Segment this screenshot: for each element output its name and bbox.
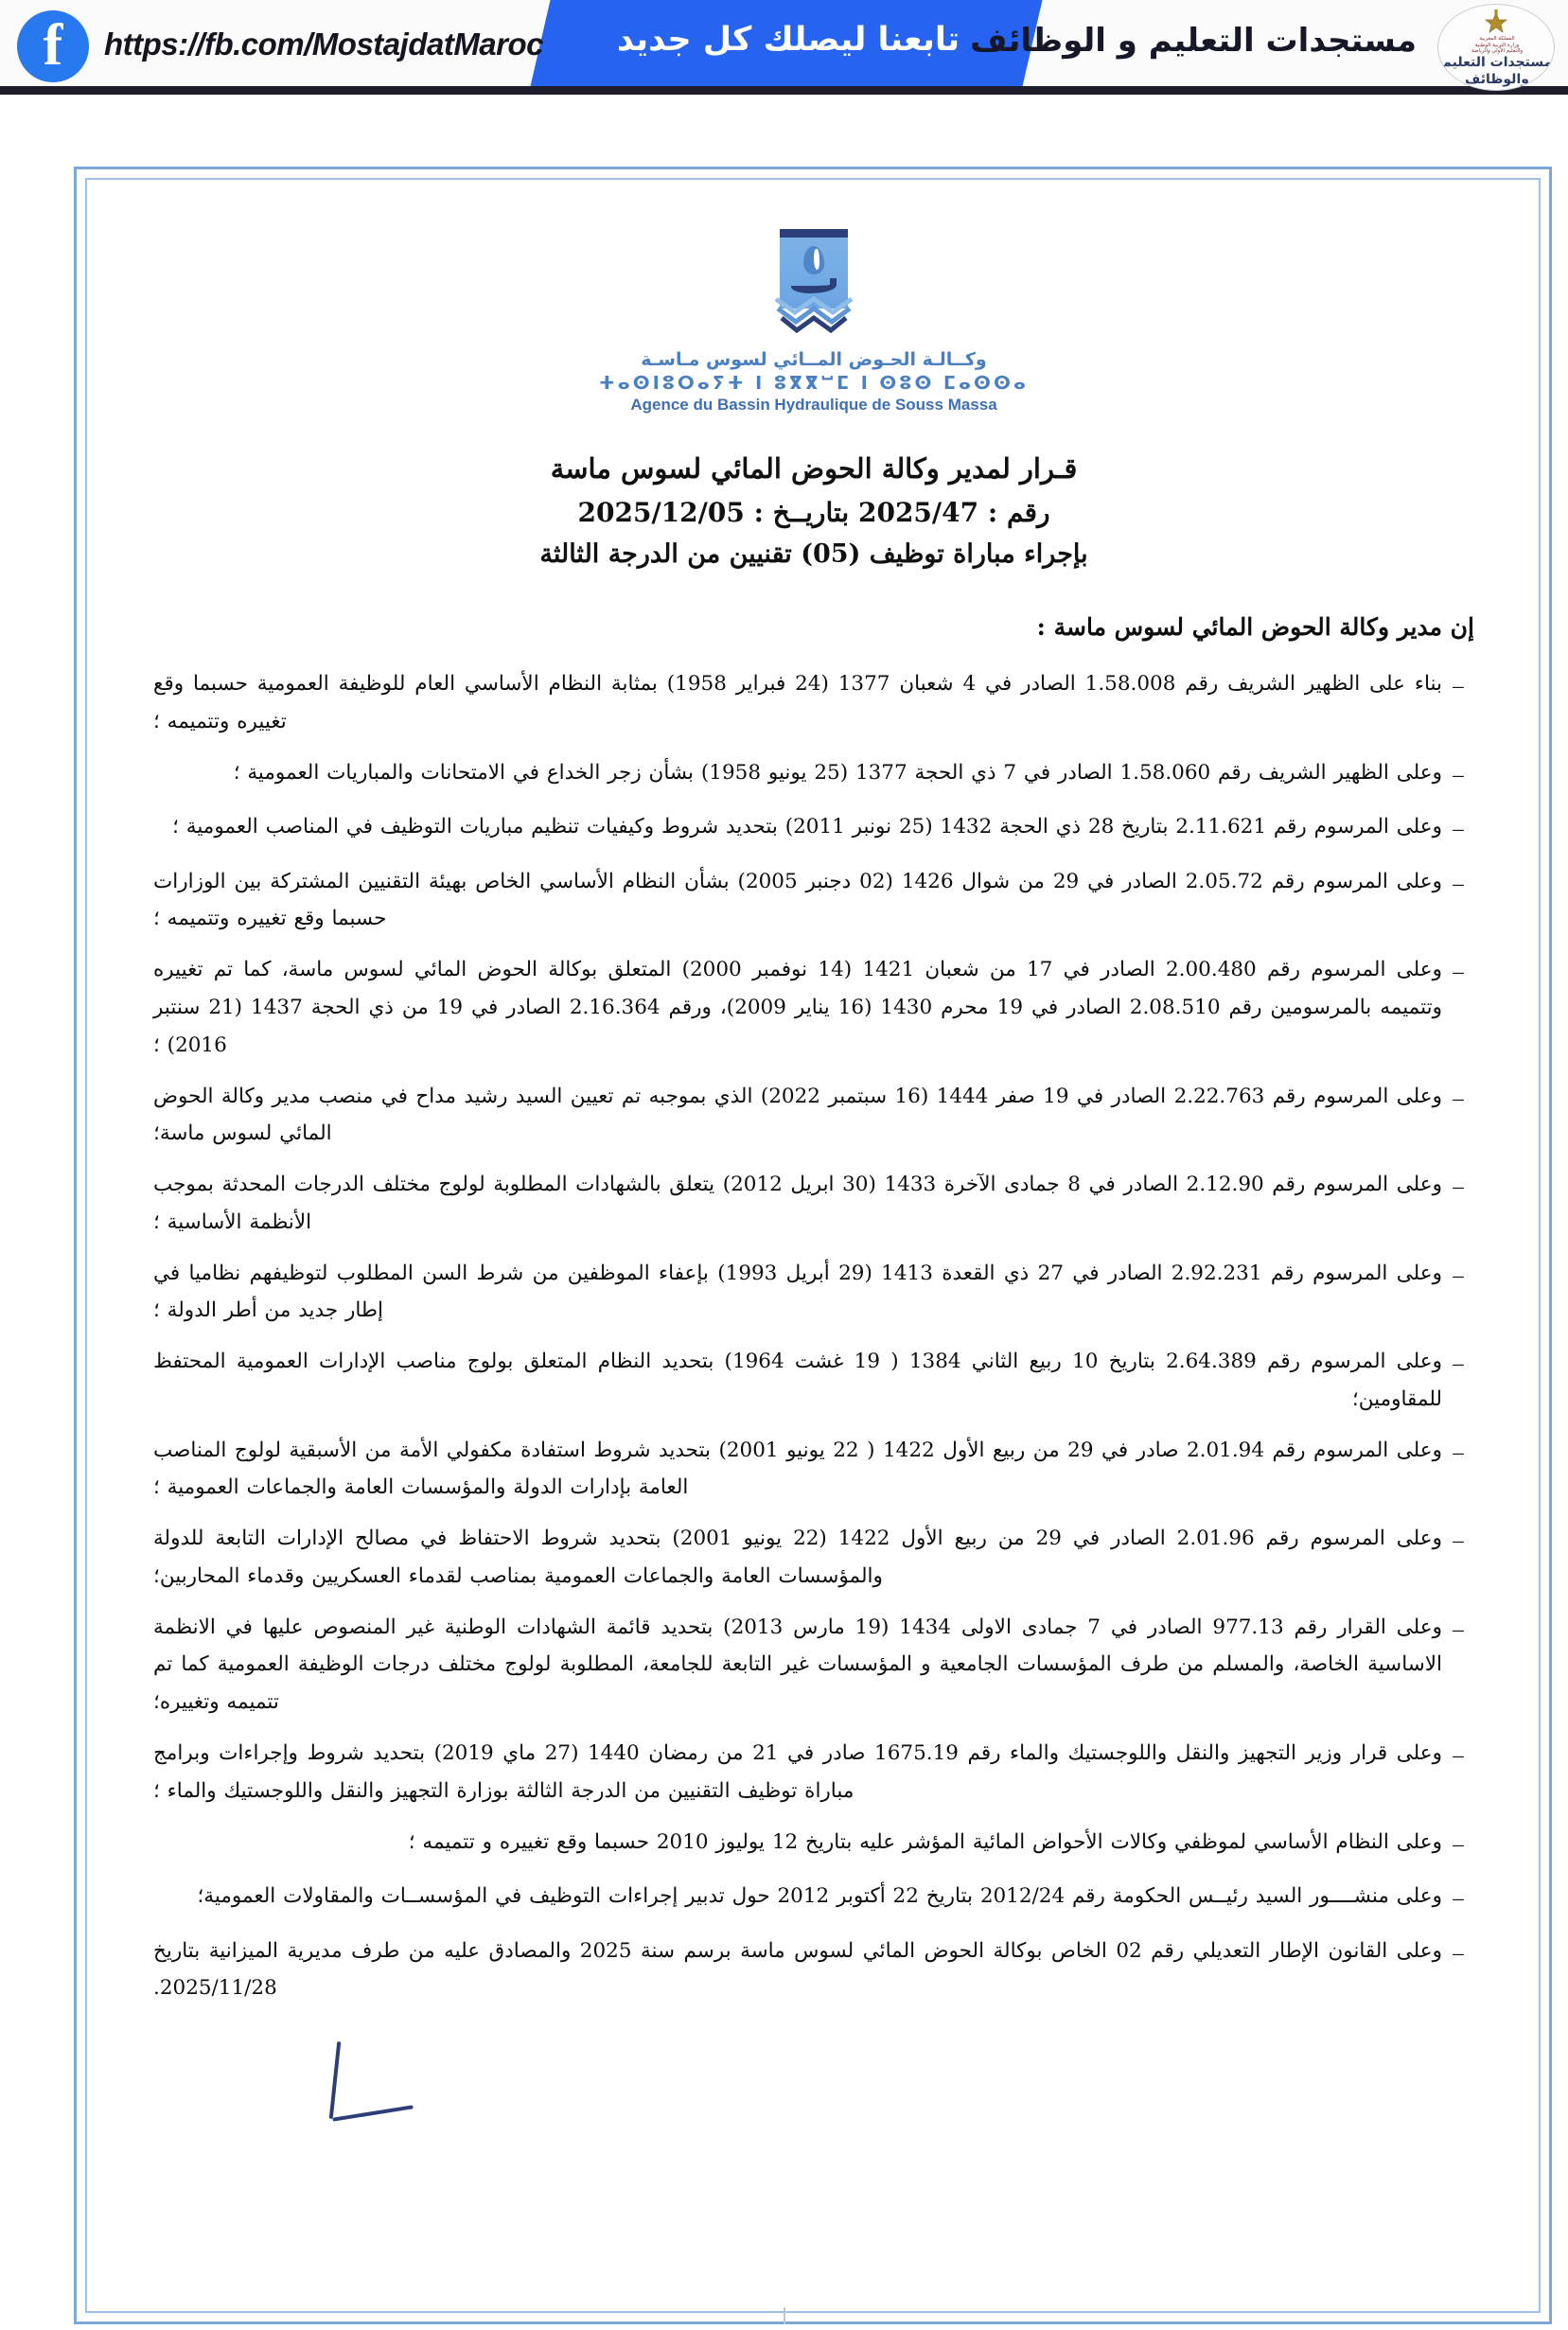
- social-promo-banner: [0, 0, 1568, 95]
- signature-area: [153, 2032, 1474, 2174]
- clause-dash-icon: –: [1453, 1262, 1464, 1287]
- clause-dash-icon: –: [1453, 1831, 1464, 1856]
- clause-text: وعلى قرار وزير التجهيز والنقل واللوجستيك والماء رقم 1675.19 صادر في 21 من رمضان 1440 (27 ماي 2019) بتحديد شروط وإجراءات وبرامج مباراة توظيف التقنيين من الدرجة الثالثة بوزارة التجهيز والنقل واللوجستيك والماء ؛: [153, 1741, 1442, 1803]
- signature-stroke-horizontal: [332, 2105, 414, 2121]
- clause-text: وعلى النظام الأساسي لموظفي وكالات الأحواض المائية المؤشر عليه بتاريخ 12 يوليوز 2010 حسبما وقع تغييره و تتميمه ؛: [408, 1829, 1442, 1854]
- clause-text: وعلى القرار رقم 977.13 الصادر في 7 جمادى الاولى 1434 (19 مارس 2013) بتحديد قائمة الشهادات الوطنية غير المنصوص عليها في الانظمة الاساسية الخاصة، والمسلم من طرف المؤسسات الجامعية و المؤسسات غير التابعة للجامعة، المطلوبة لولوج مختلف درجات الوظيفة العمومية كما تم تتميمه وتغييره؛: [153, 1615, 1442, 1715]
- water-basin-agency-logo-icon: [757, 229, 871, 341]
- clause-dash-icon: –: [1453, 1439, 1464, 1464]
- banner-slogan-text: تابعنا ليصلك كل جديد: [616, 21, 960, 59]
- clause-text: وعلى القانون الإطار التعديلي رقم 02 الخاص بوكالة الحوض المائي لسوس ماسة برسم سنة 2025 والمصادق عليه من طرف مديرية الميزانية بتاريخ 2025/11/28.: [153, 1938, 1442, 2001]
- clause-text: وعلى المرسوم رقم 2.01.96 الصادر في 29 من ربيع الأول 1422 (22 يونيو 2001) بتحديد شروط الاحتفاظ في مصالح الإدارات التابعة للدولة والمؤسسات العامة والجماعات العمومية بمناصب لقدماء العسكريين وقدماء المحاربين؛: [153, 1527, 1442, 1588]
- clause-dash-icon: –: [1453, 1351, 1464, 1376]
- clause-item: [153, 1166, 1474, 1242]
- clause-dash-icon: –: [1453, 1743, 1464, 1767]
- banner-bottom-rule: [0, 86, 1568, 95]
- logo-french-name: Agence du Bassin Hydraulique de Souss Massa: [630, 396, 997, 414]
- clause-dash-icon: –: [1453, 674, 1464, 698]
- clause-text: وعلى المرسوم رقم 2.05.72 الصادر في 29 من شوال 1426 (02 دجنبر 2005) بشأن النظام الأساسي الخاص بهيئة التقنيين المشتركة بين الوزارات حسبما وقع تغييره وتتميمه ؛: [153, 869, 1442, 931]
- clause-item: [153, 1735, 1474, 1810]
- clause-dash-icon: –: [1453, 871, 1464, 895]
- seal-title-line2: والوظائف: [1465, 72, 1529, 87]
- document-page: [0, 95, 1568, 2330]
- facebook-url-text[interactable]: https://fb.com/MostajdatMaroc: [104, 26, 544, 62]
- clause-dash-icon: –: [1453, 762, 1464, 786]
- clause-item: [153, 1520, 1474, 1596]
- clause-item: [153, 1933, 1474, 2008]
- clause-item: [153, 808, 1474, 850]
- clause-item: [153, 1609, 1474, 1721]
- clause-dash-icon: –: [1453, 817, 1464, 841]
- clause-text: وعلى منشــــور السيد رئيــس الحكومة رقم 2012/24 بتاريخ 22 أكتوبر 2012 حول تدبير إجراءات التوظيف في المؤسســات والمقاولات العمومية؛: [197, 1884, 1442, 1909]
- clause-item: [153, 1824, 1474, 1865]
- clause-item: [153, 1255, 1474, 1331]
- seal-title-line1: مستجدات التعليم: [1441, 55, 1553, 70]
- seal-ministry-text: المملكة المغربية وزارة التربية الوطنية والتعليم الأولي والرياضة: [1471, 36, 1524, 54]
- title-line-2-reference-and-date: رقم : 2025/47 بتاريــخ : 2025/12/05: [577, 496, 1050, 528]
- clause-dash-icon: –: [1453, 1174, 1464, 1199]
- clause-text: وعلى المرسوم رقم 2.22.763 الصادر في 19 صفر 1444 (16 سبتمبر 2022) الذي بموجبه تم تعيين السيد رشيد مداح في منصب مدير وكالة الحوض المائي لسوس ماسة؛: [153, 1084, 1442, 1146]
- clause-text: وعلى الظهير الشريف رقم 1.58.060 الصادر في 7 ذي الحجة 1377 (25 يونيو 1958) بشأن زجر الخداع في الامتحانات والمباريات العمومية ؛: [233, 760, 1442, 785]
- clause-text: وعلى المرسوم رقم 2.01.94 صادر في 29 من ربيع الأول 1422 ( 22 يونيو 2001) بتحديد شروط استفادة مكفولي الأمة من الأسبقية لولوج المناصب العامة بإدارات الدولة والمؤسسات العامة والجماعات العمومية ؛: [153, 1438, 1443, 1500]
- page-bottom-tick-mark: [784, 2307, 785, 2324]
- clause-item: [153, 1078, 1474, 1154]
- clause-text: وعلى المرسوم رقم 2.92.231 الصادر في 27 ذي القعدة 1413 (29 أبريل 1993) بإعفاء الموظفين من شرط السن المطلوب لتوظيفهم نظاميا في إطار جديد من أطر الدولة ؛: [153, 1261, 1442, 1323]
- clause-item: [153, 754, 1474, 796]
- site-seal-logo: [1437, 4, 1555, 91]
- clause-item: [153, 1432, 1474, 1508]
- clause-text: وعلى المرسوم رقم 2.12.90 الصادر في 8 جمادى الآخرة 1433 (30 ابريل 2012) يتعلق بالشهادات المطلوبة لولوج مختلف الدرجات المحدثة بموجب الأنظمة الأساسية ؛: [153, 1173, 1442, 1234]
- clause-item: [153, 863, 1474, 939]
- clause-dash-icon: –: [1453, 1528, 1464, 1553]
- clause-text: وعلى المرسوم رقم 2.00.480 الصادر في 17 من شعبان 1421 (14 نوفمبر 2000) المتعلق بوكالة الحوض المائي لسوس ماسة، كما تم تغييره وتتميمه بالمرسومين رقم 2.08.510 الصادر في 19 محرم 1430 (16 يناير 2009)، ورقم 2.16.364 الصادر في 19 من ذي الحجة 1437 (21 سنتبر 2016) ؛: [153, 958, 1442, 1057]
- document-title-block: [153, 447, 1474, 575]
- logo-arabic-name: وكــالـة الحـوض المــائي لسوس مـاسـة: [641, 349, 987, 370]
- clause-text: وعلى المرسوم رقم 2.64.389 بتاريخ 10 ربيع الثاني 1384 ( 19 غشت 1964) بتحديد النظام المتعلق بولوج مناصب الإدارات العمومية المحتفظ للمقاومين؛: [153, 1350, 1442, 1411]
- banner-site-name: مستجدات التعليم و الوظائف: [970, 22, 1417, 60]
- handwritten-signature-mark: [320, 2041, 443, 2132]
- clause-item: [153, 1878, 1474, 1919]
- legal-clause-list: [153, 665, 1474, 2007]
- document-content: [95, 185, 1533, 2305]
- title-line-1: قـرار لمدير وكالة الحوض المائي لسوس ماسة: [550, 452, 1078, 485]
- clause-text: بناء على الظهير الشريف رقم 1.58.008 الصادر في 4 شعبان 1377 (24 فبراير 1958) بمثابة النظام الأساسي العام للوظيفة العمومية حسبما وقع تغييره وتتميمه ؛: [153, 672, 1442, 733]
- facebook-f-glyph: f: [43, 13, 63, 78]
- clause-item: [153, 1343, 1474, 1419]
- agency-logo-block: [153, 218, 1474, 415]
- clause-item: [153, 665, 1474, 741]
- signature-stroke-vertical: [329, 2041, 342, 2119]
- clause-dash-icon: –: [1453, 1086, 1464, 1110]
- moroccan-emblem-icon: [1480, 9, 1512, 38]
- facebook-icon[interactable]: [17, 10, 89, 82]
- logo-shield-cap: [780, 229, 848, 238]
- clause-text: وعلى المرسوم رقم 2.11.621 بتاريخ 28 ذي الحجة 1432 (25 نونبر 2011) بتحديد شروط وكيفيات تنظيم مباريات التوظيف في المناصب العمومية ؛: [172, 815, 1442, 839]
- logo-tifinagh-name: ⵜⴰⵙⵏⵓⵔⴰⵢⵜ ⵏ ⵓⴳⴳⵯⵎ ⵏ ⵙⵓⵙ ⵎⴰⵙⵙⴰ: [599, 373, 1029, 394]
- clause-dash-icon: –: [1453, 1886, 1464, 1911]
- title-line-3-subject: بإجراء مباراة توظيف (05) تقنيين من الدرجة الثالثة: [539, 539, 1088, 570]
- clause-dash-icon: –: [1453, 1616, 1464, 1641]
- clause-dash-icon: –: [1453, 1940, 1464, 1965]
- document-intro-line: إن مدير وكالة الحوض المائي لسوس ماسة :: [1036, 613, 1474, 642]
- waves-icon: [774, 293, 854, 337]
- clause-dash-icon: –: [1453, 960, 1464, 984]
- clause-item: [153, 951, 1474, 1064]
